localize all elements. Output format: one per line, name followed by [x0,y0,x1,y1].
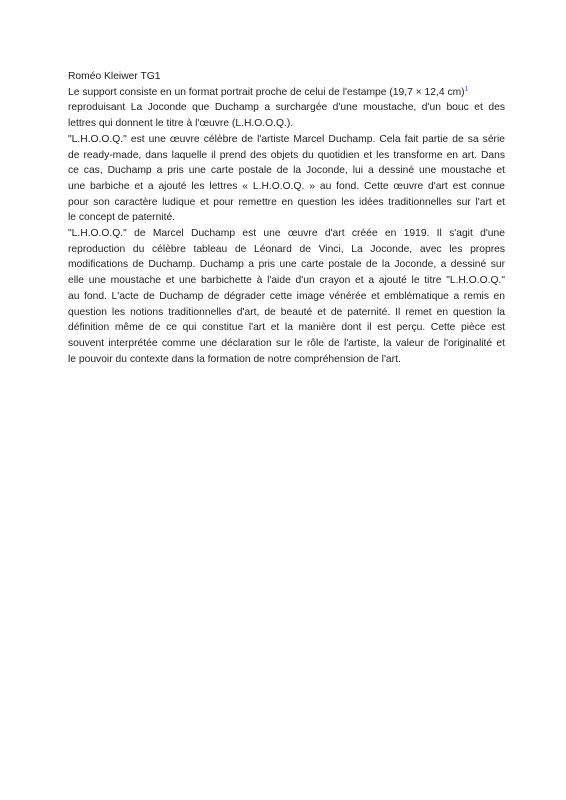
paragraph-support [68,85,505,132]
paragraph-line: une barbiche et a ajouté les lettres « L.H.O.O.Q. » au fond. Cette œuvre d'art est connue [68,180,505,192]
author-line: Roméo Kleiwer TG1 [68,71,161,82]
paragraph-line: "L.H.O.O.Q." est une œuvre célèbre de l'artiste Marcel Duchamp. Cela fait partie de sa série [68,133,505,145]
paragraph-line: modifications de Duchamp. Duchamp a pris une carte postale de la Joconde, a dessiné sur [68,259,505,271]
paragraph-line: souvent interprétée comme une déclaration sur le rôle de l'artiste, la valeur de l'originalité et [68,337,505,349]
paragraph-line: reproduisant La Joconde que Duchamp a surchargée d'une moustache, d'un bouc et des [68,102,505,114]
document-body [68,69,505,367]
paragraph-line: question les notions traditionnelles d'art, de beauté et de paternité. Il remet en question la [68,306,505,318]
paragraph-line [68,85,505,101]
paragraph-line: de ready-made, dans laquelle il prend des objets du quotidien et les transforme en art. Dans [68,149,505,161]
paragraph-line: pour son caractère ludique et pour remettre en question les idées traditionnelles sur l'art et [68,196,505,208]
paragraph-line: au fond. L'acte de Duchamp de dégrader cette image vénérée et emblématique a remis en [68,290,505,302]
paragraph-lhooq-readymade [68,132,505,226]
paragraph-line: elle une moustache et une barbichette à l'aide d'un crayon et a ajouté le titre "L.H.O.O.Q." [68,275,505,287]
paragraph-line: lettres qui donnent le titre à l'œuvre (L.H.O.O.Q.). [68,118,294,130]
footnote-marker[interactable]: 1 [464,85,469,93]
paragraph-line: le concept de paternité. [68,212,176,224]
paragraph-line: "L.H.O.O.Q." de Marcel Duchamp est une œuvre d'art créée en 1919. Il s'agit d'une [68,228,505,240]
paragraph-line: ce cas, Duchamp a pris une carte postale de la Joconde, lui a dessiné une moustache et [68,165,505,177]
paragraph-line: définition même de ce qui constitue l'art et la manière dont il est perçu. Cette pièce est [68,322,505,334]
paragraph-lhooq-1919 [68,226,505,367]
paragraph-line: reproduction du célèbre tableau de Léonard de Vinci, La Joconde, avec les propres [68,243,505,255]
paragraph-line-text: Le support consiste en un format portrait proche de celui de l'estampe (19,7 × 12,4 cm) [68,86,465,98]
paragraph-line: le pouvoir du contexte dans la formation de notre compréhension de l'art. [68,353,401,365]
